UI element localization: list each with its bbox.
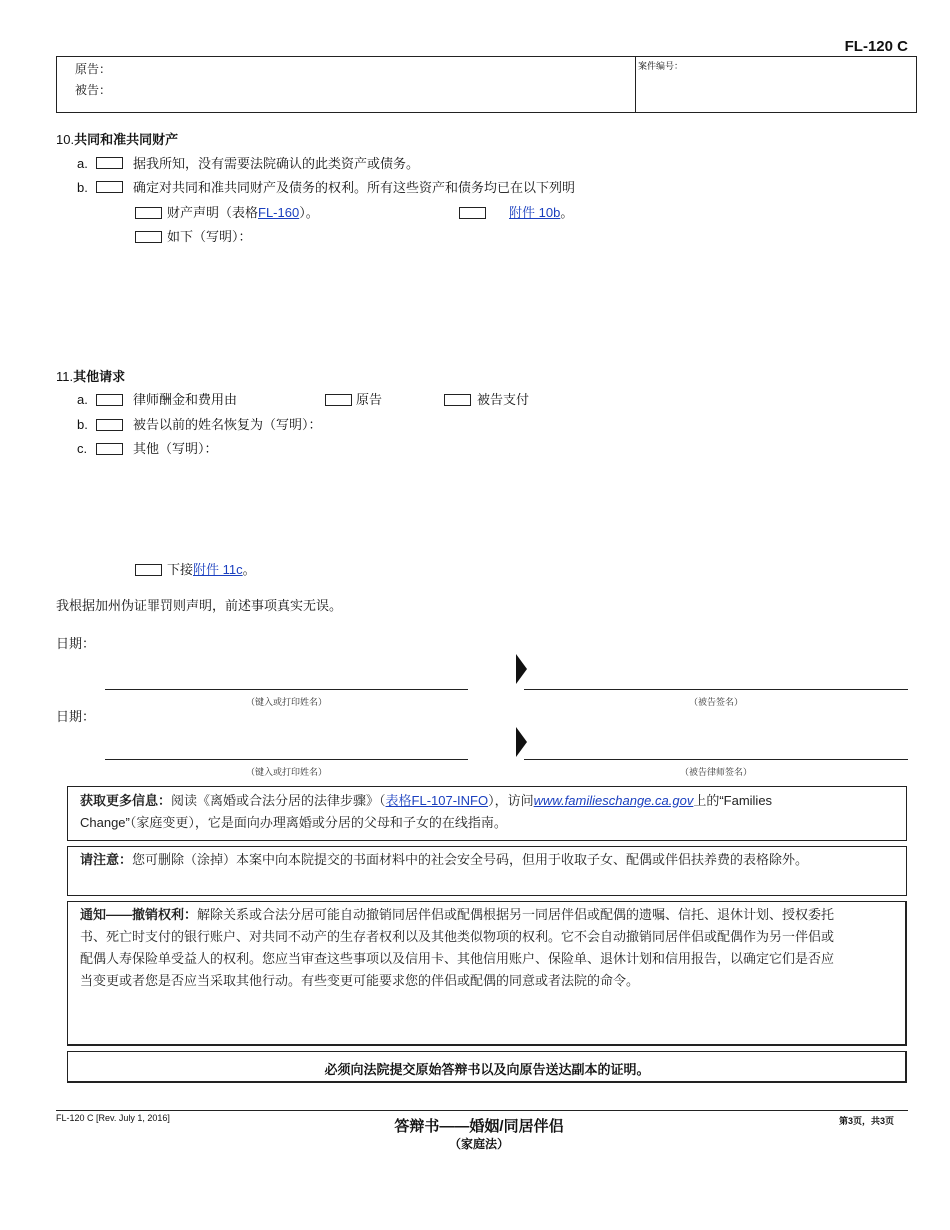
- checkbox-attachment-10b[interactable]: [459, 207, 486, 219]
- respondent-field[interactable]: [140, 82, 630, 100]
- case-number-field[interactable]: [640, 72, 910, 108]
- signature-line-2[interactable]: [524, 759, 908, 760]
- checkbox-fees-petitioner[interactable]: [325, 394, 352, 406]
- footer-rule: [56, 1110, 908, 1111]
- info-line-2: Change”（家庭变更），它是面向办理离婚或分居的父母和子女的在线指南。: [80, 815, 507, 830]
- attachment-11c-pre: 下接: [167, 562, 194, 577]
- info-line-1: [80, 790, 900, 812]
- signature-arrow-2-icon: [516, 727, 527, 757]
- petitioner-label: 原告：: [75, 62, 112, 76]
- form-id: FL-120 C: [844, 38, 908, 55]
- revocation-text: [80, 904, 900, 992]
- section11-number: 11.: [56, 369, 74, 384]
- checkbox-11b[interactable]: [96, 419, 123, 431]
- checkbox-11a[interactable]: [96, 394, 123, 406]
- fees-respondent-label: 被告支付: [477, 392, 530, 407]
- signature-arrow-1-icon: [516, 654, 527, 684]
- name-line-2[interactable]: [105, 759, 468, 760]
- notice-text: [80, 849, 808, 871]
- checkbox-10a[interactable]: [96, 157, 123, 169]
- footer-subtitle: （家庭法）: [448, 1137, 509, 1151]
- name-caption-1: （键入或打印姓名）: [245, 697, 327, 707]
- checkbox-11c[interactable]: [96, 443, 123, 455]
- declaration-text: 我根据加州伪证罪罚则声明，前述事项真实无误。: [56, 598, 343, 613]
- section11-b-letter: b.: [77, 417, 88, 432]
- section11-b-text: 被告以前的姓名恢复为（写明）：: [133, 417, 322, 432]
- info-bold: 获取更多信息：: [80, 793, 172, 808]
- property-declaration-post: ）。: [299, 205, 319, 220]
- attachment-10b: [509, 205, 573, 221]
- info-t3: 上的“Families: [693, 793, 773, 808]
- info-box-text: [80, 790, 900, 834]
- checkbox-fees-respondent[interactable]: [444, 394, 471, 406]
- other-requests-field[interactable]: [133, 462, 905, 557]
- date-field-2[interactable]: [95, 707, 275, 725]
- petitioner-field[interactable]: [140, 60, 630, 78]
- property-declaration-pre: 财产声明（表格: [167, 205, 259, 220]
- section11-title: 其他请求: [73, 369, 126, 384]
- attachment-11c: [167, 562, 256, 578]
- footer-title: 答辩书——婚姻/同居伴侣: [394, 1118, 564, 1135]
- revocation-line-3: 配偶人寿保险单受益人的权利。您应当审查这些事项以及信用卡、其他信用账户、保险单、退休计划和信用报告，以确定它们是否应: [80, 951, 835, 966]
- footer-page: 第3页，共3页: [838, 1116, 894, 1126]
- fl107-info-link[interactable]: 表格FL-107-INFO: [385, 793, 489, 808]
- filing-text: 必须向法院提交原始答辩书以及向原告送达副本的证明。: [324, 1062, 650, 1077]
- attachment-10b-link[interactable]: 附件 10b: [509, 205, 561, 220]
- fl160-link[interactable]: FL-160: [258, 205, 300, 220]
- section10-heading: [56, 132, 178, 148]
- section10-b-text: 确定对共同和准共同财产及债务的权利。所有这些资产和债务均已在以下列明: [133, 180, 576, 195]
- section11-heading: [56, 369, 125, 385]
- as-follows-label: 如下（写明）：: [167, 229, 252, 244]
- checkbox-10b[interactable]: [96, 181, 123, 193]
- section10-b-letter: b.: [77, 180, 88, 195]
- info-t1: 阅读《离婚或合法分居的法律步骤》（: [171, 793, 386, 808]
- revocation-line-1: [80, 904, 900, 926]
- caption-divider: [635, 57, 636, 112]
- signature-line-1[interactable]: [524, 689, 908, 690]
- property-declaration: [167, 205, 319, 221]
- date-label-2: 日期：: [56, 709, 96, 724]
- info-t2: ），访问: [488, 793, 534, 808]
- signature-caption-2: （被告律师签名）: [679, 767, 752, 777]
- section10-a-text: 据我所知，没有需要法院确认的此类资产或债务。: [133, 156, 420, 171]
- revocation-l1: 解除关系或合法分居可能自动撤销同居伴侣或配偶根据另一同居伴侣或配偶的遗嘱、信托、退休计划、授权委托: [197, 907, 835, 922]
- former-name-field[interactable]: [345, 415, 905, 433]
- fees-petitioner-label: 原告: [356, 392, 383, 407]
- checkbox-attachment-11c[interactable]: [135, 564, 162, 576]
- notice-bold: 请注意：: [80, 852, 133, 867]
- section10-a-letter: a.: [77, 156, 88, 171]
- revocation-line-2: 书、死亡时支付的银行账户、对共同不动产的生存者权利以及其他类似物项的权利。它不会自动撤销同居伴侣或配偶作为另一伴侣或: [80, 929, 835, 944]
- notice-body: 您可删除（涂掉）本案中向本院提交的书面材料中的社会安全号码，但用于收取子女、配偶或伴侣扶养费的表格除外。: [132, 852, 809, 867]
- section11-a-letter: a.: [77, 392, 88, 407]
- respondent-label: 被告：: [75, 83, 112, 97]
- checkbox-property-declaration[interactable]: [135, 207, 162, 219]
- revocation-line-4: 当变更或者您是否应当采取其他行动。有些变更可能要求您的伴侣或配偶的同意或者法院的命令。: [80, 973, 640, 988]
- name-caption-2: （键入或打印姓名）: [245, 767, 327, 777]
- date-field-1[interactable]: [95, 634, 275, 652]
- signature-caption-1: （被告签名）: [688, 697, 743, 707]
- attachment-10b-post: 。: [560, 205, 574, 220]
- checkbox-as-follows[interactable]: [135, 231, 162, 243]
- name-line-1[interactable]: [105, 689, 468, 690]
- date-label-1: 日期：: [56, 636, 96, 651]
- section11-a-text: 律师酬金和费用由: [133, 392, 238, 407]
- footer-rev: FL-120 C [Rev. July 1, 2016]: [56, 1113, 170, 1123]
- as-follows-field[interactable]: [167, 250, 907, 350]
- section10-title: 共同和准共同财产: [74, 132, 179, 147]
- section11-c-letter: c.: [77, 441, 88, 456]
- attachment-11c-link[interactable]: 附件 11c: [193, 562, 243, 577]
- case-number-label: 案件编号：: [638, 61, 684, 71]
- section11-c-text: 其他（写明）：: [133, 441, 218, 456]
- section10-number: 10.: [56, 132, 75, 147]
- attachment-11c-post: 。: [242, 562, 256, 577]
- families-change-link[interactable]: www.familieschange.ca.gov: [533, 793, 694, 808]
- revocation-bold: 通知——撤销权利：: [80, 907, 198, 922]
